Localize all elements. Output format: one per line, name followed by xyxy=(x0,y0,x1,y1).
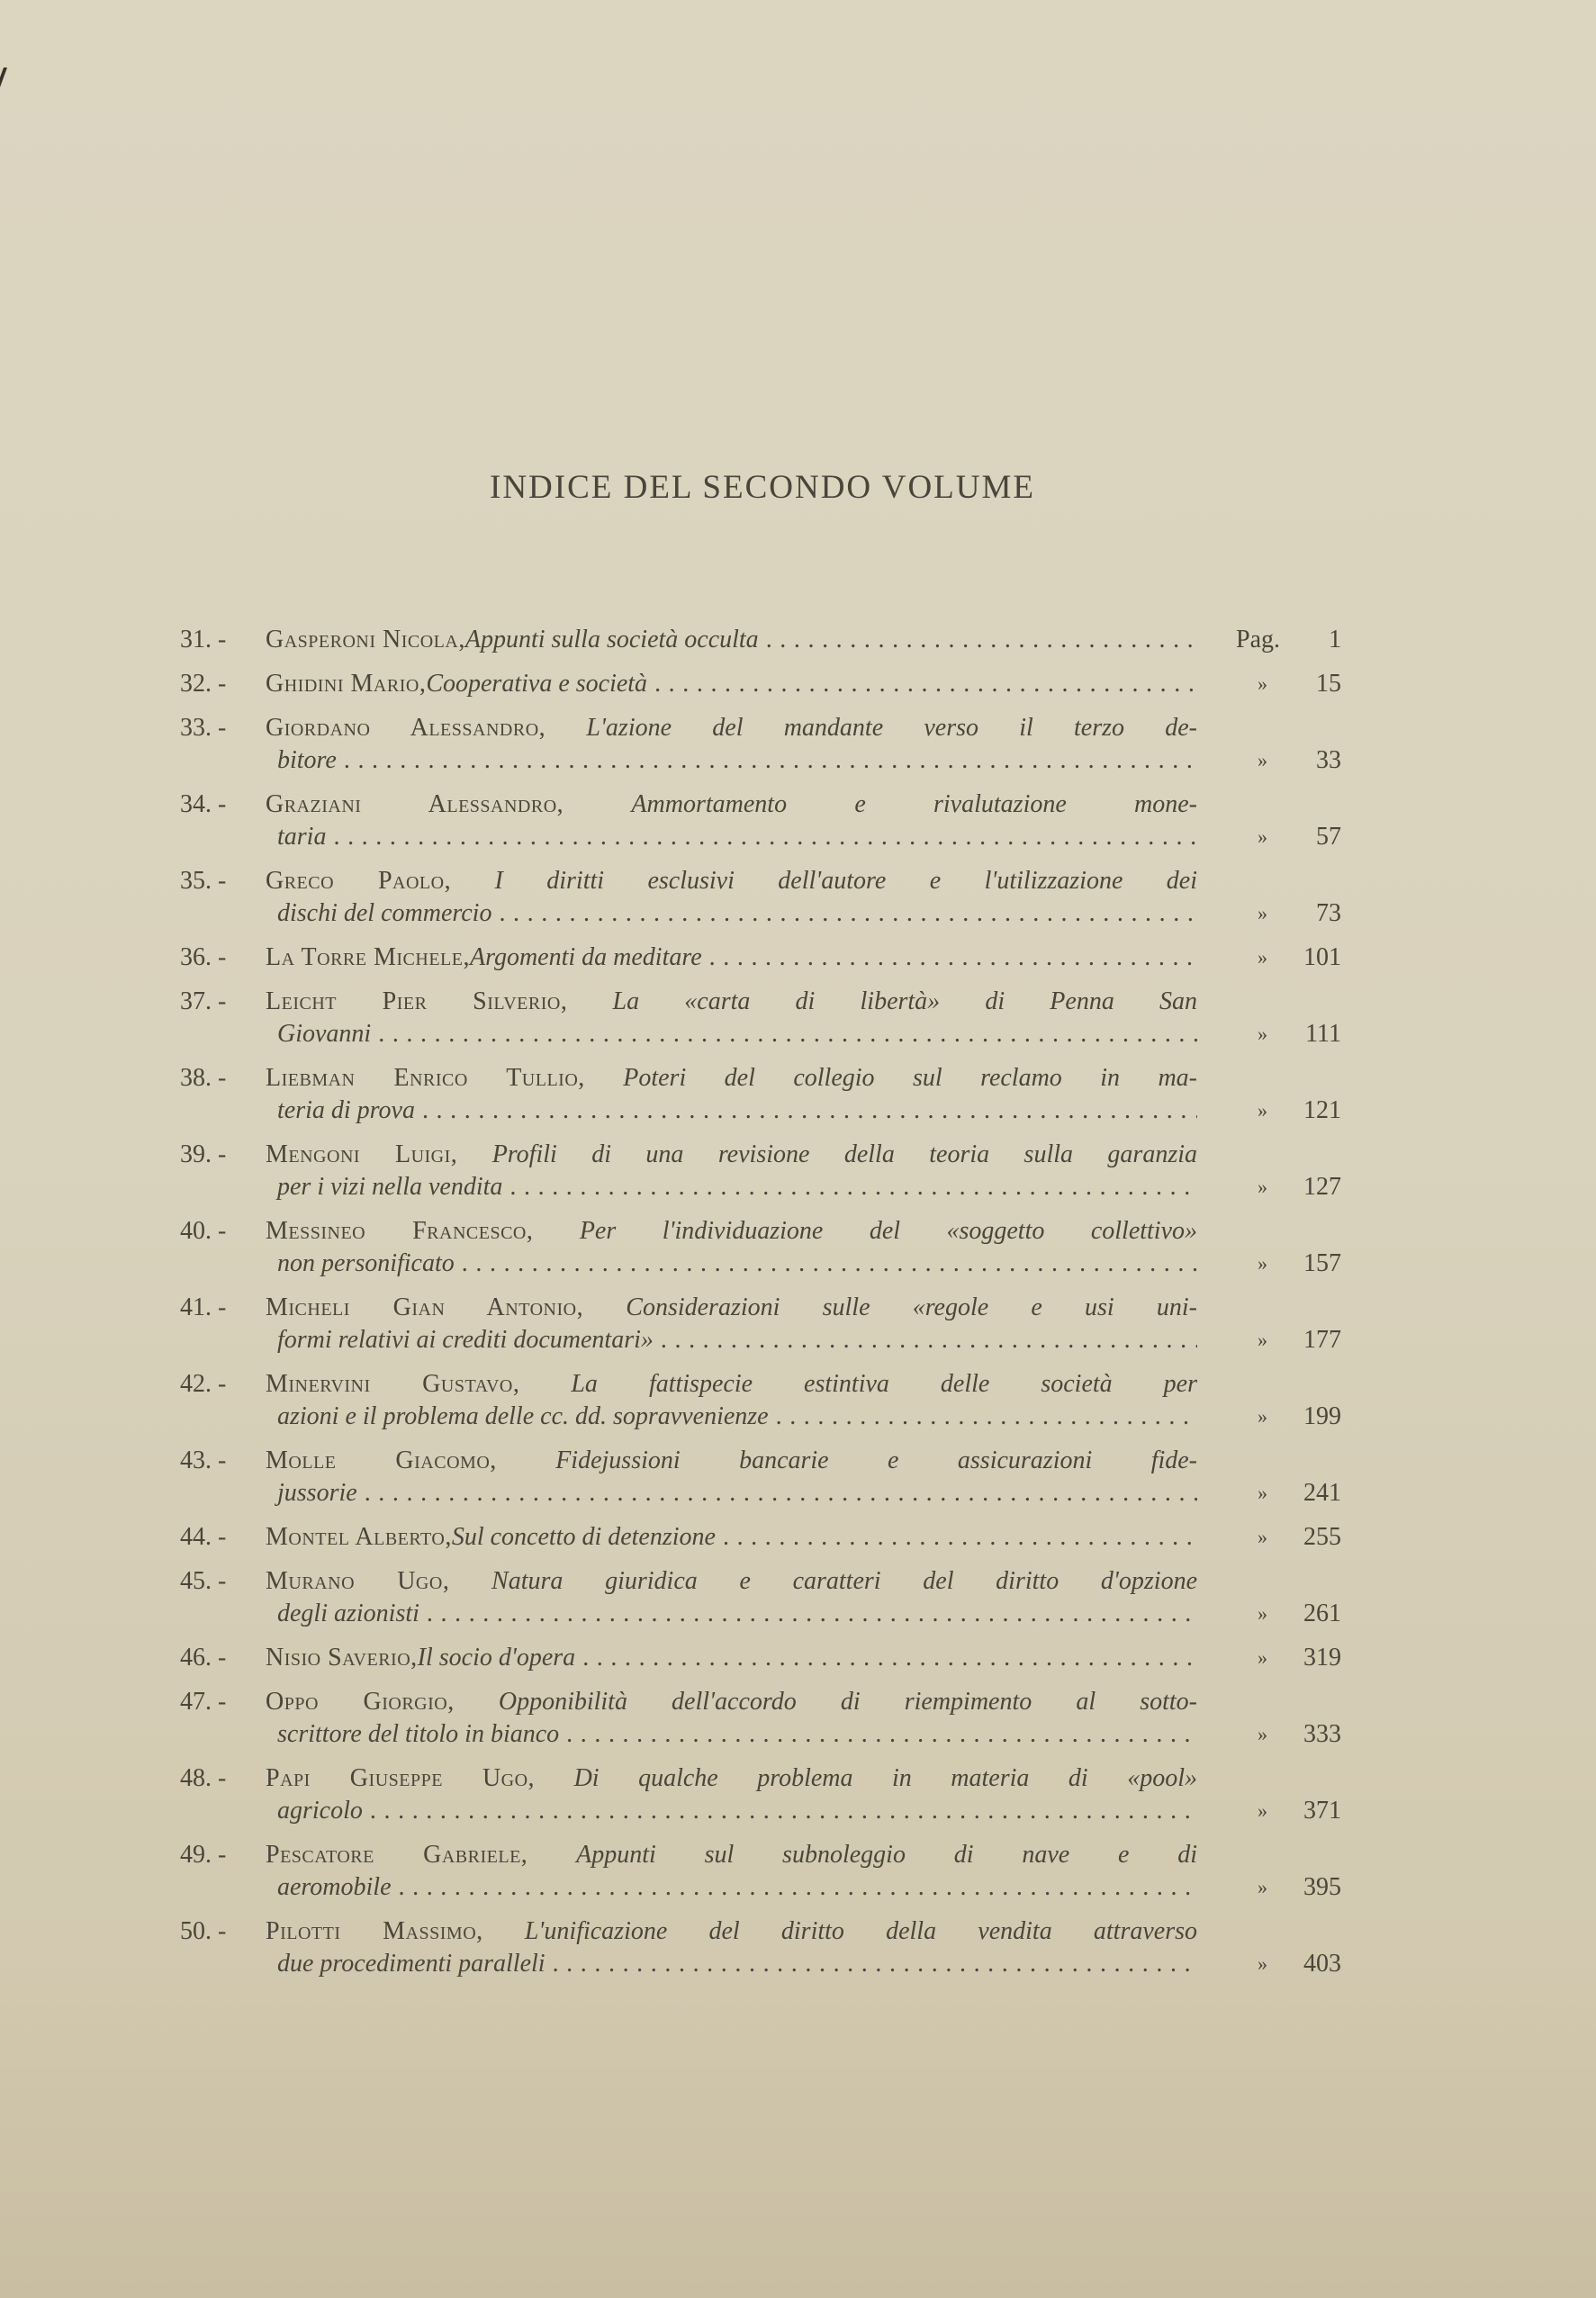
entry-title-continued: scrittore del titolo in bianco xyxy=(277,1720,560,1748)
entry-text xyxy=(266,1445,1197,1509)
entry-continuation-line xyxy=(266,1795,1197,1827)
entry-text xyxy=(266,668,1197,700)
entry-text xyxy=(266,712,1197,777)
entry-title-continued: non personificato xyxy=(277,1249,455,1277)
entry-first-line xyxy=(266,986,1197,1018)
entry-first-line xyxy=(266,789,1197,821)
entry-title: Considerazioni sulle «regole e usi uni- xyxy=(626,1293,1197,1321)
entry-first-line xyxy=(266,1445,1197,1477)
page-number: 403 xyxy=(1303,1950,1341,1978)
dot-leader xyxy=(709,942,1197,974)
entry-title-continued: dischi del commercio xyxy=(277,899,492,927)
page-number: 157 xyxy=(1303,1249,1341,1277)
page-marker: » xyxy=(1258,825,1267,848)
entry-title-continued: Giovanni xyxy=(277,1020,372,1048)
entry-title: Sul concetto di detenzione xyxy=(451,1523,716,1551)
entry-text xyxy=(266,1915,1197,1980)
page-number: 121 xyxy=(1303,1096,1341,1124)
dot-leader xyxy=(553,1948,1197,1980)
entry-first-line xyxy=(266,1915,1197,1948)
entry-text xyxy=(266,1368,1197,1433)
entry-number: 47. - xyxy=(180,1688,227,1716)
entry-text xyxy=(266,942,1197,974)
entry-title: Il socio d'opera xyxy=(417,1644,576,1672)
dot-leader xyxy=(582,1642,1197,1674)
toc-entry[interactable] xyxy=(180,1565,1350,1630)
entry-author: Pilotti Massimo, xyxy=(266,1917,483,1945)
toc-entry[interactable] xyxy=(180,712,1350,777)
page-marker: » xyxy=(1258,1876,1267,1898)
dot-leader xyxy=(427,1598,1197,1630)
page-marker: » xyxy=(1258,1646,1267,1669)
entry-number: 36. - xyxy=(180,943,227,971)
entry-author: Nisio Saverio, xyxy=(266,1644,418,1672)
entry-author: Minervini Gustavo, xyxy=(266,1370,520,1398)
entry-first-line xyxy=(266,942,1197,974)
entry-first-line xyxy=(266,1521,1197,1554)
dot-leader xyxy=(370,1795,1197,1827)
page-title: INDICE DEL SECONDO VOLUME xyxy=(490,469,1035,506)
page-marker: » xyxy=(1258,749,1267,771)
page-number: 371 xyxy=(1303,1797,1341,1825)
page-marker: » xyxy=(1258,1405,1267,1428)
entry-title-continued: azioni e il problema delle cc. dd. sopravvenienze xyxy=(277,1402,769,1430)
entry-first-line xyxy=(266,1215,1197,1248)
page-number: 101 xyxy=(1303,943,1341,971)
page-marker: » xyxy=(1258,1099,1267,1122)
entry-text xyxy=(266,1521,1197,1554)
entry-title: Argomenti da meditare xyxy=(469,943,702,971)
entry-text xyxy=(266,789,1197,853)
entry-number: 41. - xyxy=(180,1293,227,1321)
entry-text xyxy=(266,1565,1197,1630)
entry-number: 39. - xyxy=(180,1140,227,1168)
entry-author: Mengoni Luigi, xyxy=(266,1140,458,1168)
entry-title: Profili di una revisione della teoria sulla garanzia xyxy=(491,1140,1197,1168)
dot-leader xyxy=(333,821,1197,853)
entry-title-continued: jussorie xyxy=(277,1479,357,1507)
toc-entry[interactable] xyxy=(180,789,1350,853)
dot-leader xyxy=(509,1171,1197,1203)
entry-title-continued: aeromobile xyxy=(277,1873,392,1901)
entry-number: 48. - xyxy=(180,1764,227,1792)
page-marker: » xyxy=(1258,672,1267,695)
entry-title: I diritti esclusivi dell'autore e l'utilizzazione dei xyxy=(494,867,1197,895)
toc-entry[interactable] xyxy=(180,668,1350,700)
page-marker: » xyxy=(1258,1602,1267,1625)
entry-title: Fidejussioni bancarie e assicurazioni fide- xyxy=(555,1446,1198,1474)
entry-number: 38. - xyxy=(180,1064,227,1092)
entry-title-continued: agricolo xyxy=(277,1797,363,1825)
entry-number: 46. - xyxy=(180,1644,227,1672)
toc-entry[interactable] xyxy=(180,1215,1350,1280)
page-marker: » xyxy=(1258,1723,1267,1745)
entry-title: L'unificazione del diritto della vendita attraverso xyxy=(524,1917,1197,1945)
entry-author: Pescatore Gabriele, xyxy=(266,1841,528,1869)
entry-text xyxy=(266,1215,1197,1280)
toc-entry[interactable] xyxy=(180,624,1350,656)
entry-text xyxy=(266,1062,1197,1127)
page-number: 199 xyxy=(1303,1402,1341,1430)
entry-author: Molle Giacomo, xyxy=(266,1446,497,1474)
dot-leader xyxy=(499,897,1197,930)
entry-first-line xyxy=(266,1292,1197,1324)
entry-title-continued: formi relativi ai crediti documentari» xyxy=(277,1326,654,1354)
entry-title-continued: teria di prova xyxy=(277,1096,415,1124)
entry-number: 34. - xyxy=(180,790,227,818)
entry-text xyxy=(266,1762,1197,1827)
entry-title-continued: degli azionisti xyxy=(277,1600,419,1627)
entry-author: Graziani Alessandro, xyxy=(266,790,564,818)
entry-title: Appunti sulla società occulta xyxy=(464,626,759,653)
entry-author: Messineo Francesco, xyxy=(266,1217,534,1245)
toc-entry[interactable] xyxy=(180,1686,1350,1751)
entry-continuation-line xyxy=(266,1095,1197,1127)
dot-leader xyxy=(344,744,1197,777)
dot-leader xyxy=(776,1401,1197,1433)
entry-title: La fattispecie estintiva delle società per xyxy=(571,1370,1197,1398)
entry-title-continued: taria xyxy=(277,823,327,851)
entry-number: 31. - xyxy=(180,626,227,653)
page-number: 261 xyxy=(1303,1600,1341,1627)
entry-text xyxy=(266,624,1197,656)
entry-continuation-line xyxy=(266,1401,1197,1433)
ink-mark xyxy=(0,68,16,87)
entry-title-continued: bitore xyxy=(277,746,337,774)
toc-entry[interactable] xyxy=(180,1839,1350,1904)
page-marker: » xyxy=(1258,1252,1267,1275)
page-marker: Pag. xyxy=(1236,626,1280,653)
page-number: 241 xyxy=(1303,1479,1341,1507)
page-number: 73 xyxy=(1316,899,1341,927)
entry-first-line xyxy=(266,712,1197,744)
entry-number: 50. - xyxy=(180,1917,227,1945)
entry-text xyxy=(266,1839,1197,1904)
entry-author: Murano Ugo, xyxy=(266,1567,450,1595)
toc-entry[interactable] xyxy=(180,1642,1350,1674)
entry-first-line xyxy=(266,1686,1197,1718)
entry-continuation-line xyxy=(266,1477,1197,1509)
toc-entry[interactable] xyxy=(180,1368,1350,1433)
entry-first-line xyxy=(266,668,1197,700)
entry-title: Per l'individuazione del «soggetto collettivo» xyxy=(579,1217,1198,1245)
entry-author: Montel Alberto, xyxy=(266,1523,452,1551)
entry-author: Oppo Giorgio, xyxy=(266,1688,455,1716)
entry-continuation-line xyxy=(266,744,1197,777)
entry-author: Papi Giuseppe Ugo, xyxy=(266,1764,536,1792)
toc-entry[interactable] xyxy=(180,1762,1350,1827)
entry-text xyxy=(266,1292,1197,1356)
dot-leader xyxy=(399,1871,1198,1904)
entry-continuation-line xyxy=(266,1018,1197,1050)
entry-continuation-line xyxy=(266,1171,1197,1203)
toc-entry[interactable] xyxy=(180,865,1350,930)
page-marker: » xyxy=(1258,1023,1267,1045)
dot-leader xyxy=(462,1248,1197,1280)
entry-author: Gasperoni Nicola, xyxy=(266,626,465,653)
entry-number: 42. - xyxy=(180,1370,227,1398)
toc-entry[interactable] xyxy=(180,1445,1350,1509)
page-number: 319 xyxy=(1303,1644,1341,1672)
entry-continuation-line xyxy=(266,1718,1197,1751)
entry-author: Greco Paolo, xyxy=(266,867,452,895)
toc-entry[interactable] xyxy=(180,1292,1350,1356)
page-number: 1 xyxy=(1329,626,1341,653)
page-number: 33 xyxy=(1316,746,1341,774)
table-of-contents xyxy=(180,624,1350,1992)
entry-author: La Torre Michele, xyxy=(266,943,470,971)
entry-author: Ghidini Mario, xyxy=(266,670,427,698)
entry-title: La «carta di libertà» di Penna San xyxy=(612,987,1198,1015)
entry-title: Di qualche problema in materia di «pool» xyxy=(573,1764,1197,1792)
entry-title: Ammortamento e rivalutazione mone- xyxy=(631,790,1197,818)
entry-continuation-line xyxy=(266,1598,1197,1630)
toc-entry[interactable] xyxy=(180,1521,1350,1554)
entry-continuation-line xyxy=(266,1248,1197,1280)
dot-leader xyxy=(566,1718,1197,1751)
entry-number: 40. - xyxy=(180,1217,227,1245)
entry-first-line xyxy=(266,865,1197,897)
page-marker: » xyxy=(1258,946,1267,969)
page-marker: » xyxy=(1258,1176,1267,1198)
page-marker: » xyxy=(1258,1952,1267,1975)
dot-leader xyxy=(766,624,1197,656)
dot-leader xyxy=(654,668,1197,700)
entry-title: Cooperativa e società xyxy=(426,670,648,698)
entry-title: Poteri del collegio sul reclamo in ma- xyxy=(623,1064,1198,1092)
dot-leader xyxy=(661,1324,1197,1356)
entry-text xyxy=(266,1139,1197,1203)
entry-title: Appunti sul subnoleggio di nave e di xyxy=(576,1841,1197,1869)
page-number: 177 xyxy=(1303,1326,1341,1354)
toc-entry[interactable] xyxy=(180,1139,1350,1203)
entry-author: Leicht Pier Silverio, xyxy=(266,987,568,1015)
entry-text xyxy=(266,865,1197,930)
entry-number: 35. - xyxy=(180,867,227,895)
page-marker: » xyxy=(1258,1482,1267,1504)
entry-number: 49. - xyxy=(180,1841,227,1869)
entry-first-line xyxy=(266,1839,1197,1871)
entry-number: 45. - xyxy=(180,1567,227,1595)
dot-leader xyxy=(723,1521,1197,1554)
entry-first-line xyxy=(266,624,1197,656)
entry-first-line xyxy=(266,1762,1197,1795)
dot-leader xyxy=(365,1477,1197,1509)
entry-title-continued: due procedimenti paralleli xyxy=(277,1950,546,1978)
toc-entry[interactable] xyxy=(180,942,1350,974)
page-number: 111 xyxy=(1305,1020,1341,1048)
toc-entry[interactable] xyxy=(180,1915,1350,1980)
page-number: 15 xyxy=(1316,670,1341,698)
page-marker: » xyxy=(1258,1799,1267,1822)
entry-continuation-line xyxy=(266,897,1197,930)
entry-first-line xyxy=(266,1642,1197,1674)
entry-number: 33. - xyxy=(180,714,227,742)
entry-author: Liebman Enrico Tullio, xyxy=(266,1064,585,1092)
page-number: 395 xyxy=(1303,1873,1341,1901)
dot-leader xyxy=(378,1018,1197,1050)
entry-continuation-line xyxy=(266,1871,1197,1904)
page-marker: » xyxy=(1258,1526,1267,1548)
entry-first-line xyxy=(266,1565,1197,1598)
entry-continuation-line xyxy=(266,821,1197,853)
entry-number: 32. - xyxy=(180,670,227,698)
entry-first-line xyxy=(266,1368,1197,1401)
page-marker: » xyxy=(1258,1329,1267,1351)
entry-number: 44. - xyxy=(180,1523,227,1551)
entry-title: Opponibilità dell'accordo di riempimento al sotto- xyxy=(498,1688,1198,1716)
dot-leader xyxy=(422,1095,1197,1127)
entry-author: Giordano Alessandro, xyxy=(266,714,546,742)
entry-author: Micheli Gian Antonio, xyxy=(266,1293,584,1321)
toc-entry[interactable] xyxy=(180,1062,1350,1127)
entry-first-line xyxy=(266,1139,1197,1171)
page-number: 57 xyxy=(1316,823,1341,851)
page-marker: » xyxy=(1258,902,1267,924)
toc-entry[interactable] xyxy=(180,986,1350,1050)
entry-text xyxy=(266,986,1197,1050)
page-number: 127 xyxy=(1303,1173,1341,1201)
entry-text xyxy=(266,1686,1197,1751)
entry-continuation-line xyxy=(266,1948,1197,1980)
entry-number: 43. - xyxy=(180,1446,227,1474)
entry-text xyxy=(266,1642,1197,1674)
page-number: 255 xyxy=(1303,1523,1341,1551)
entry-title: Natura giuridica e caratteri del diritto d'opzione xyxy=(491,1567,1197,1595)
entry-first-line xyxy=(266,1062,1197,1095)
entry-number: 37. - xyxy=(180,987,227,1015)
entry-title: L'azione del mandante verso il terzo de- xyxy=(586,714,1198,742)
page-number: 333 xyxy=(1303,1720,1341,1748)
entry-title-continued: per i vizi nella vendita xyxy=(277,1173,503,1201)
entry-continuation-line xyxy=(266,1324,1197,1356)
